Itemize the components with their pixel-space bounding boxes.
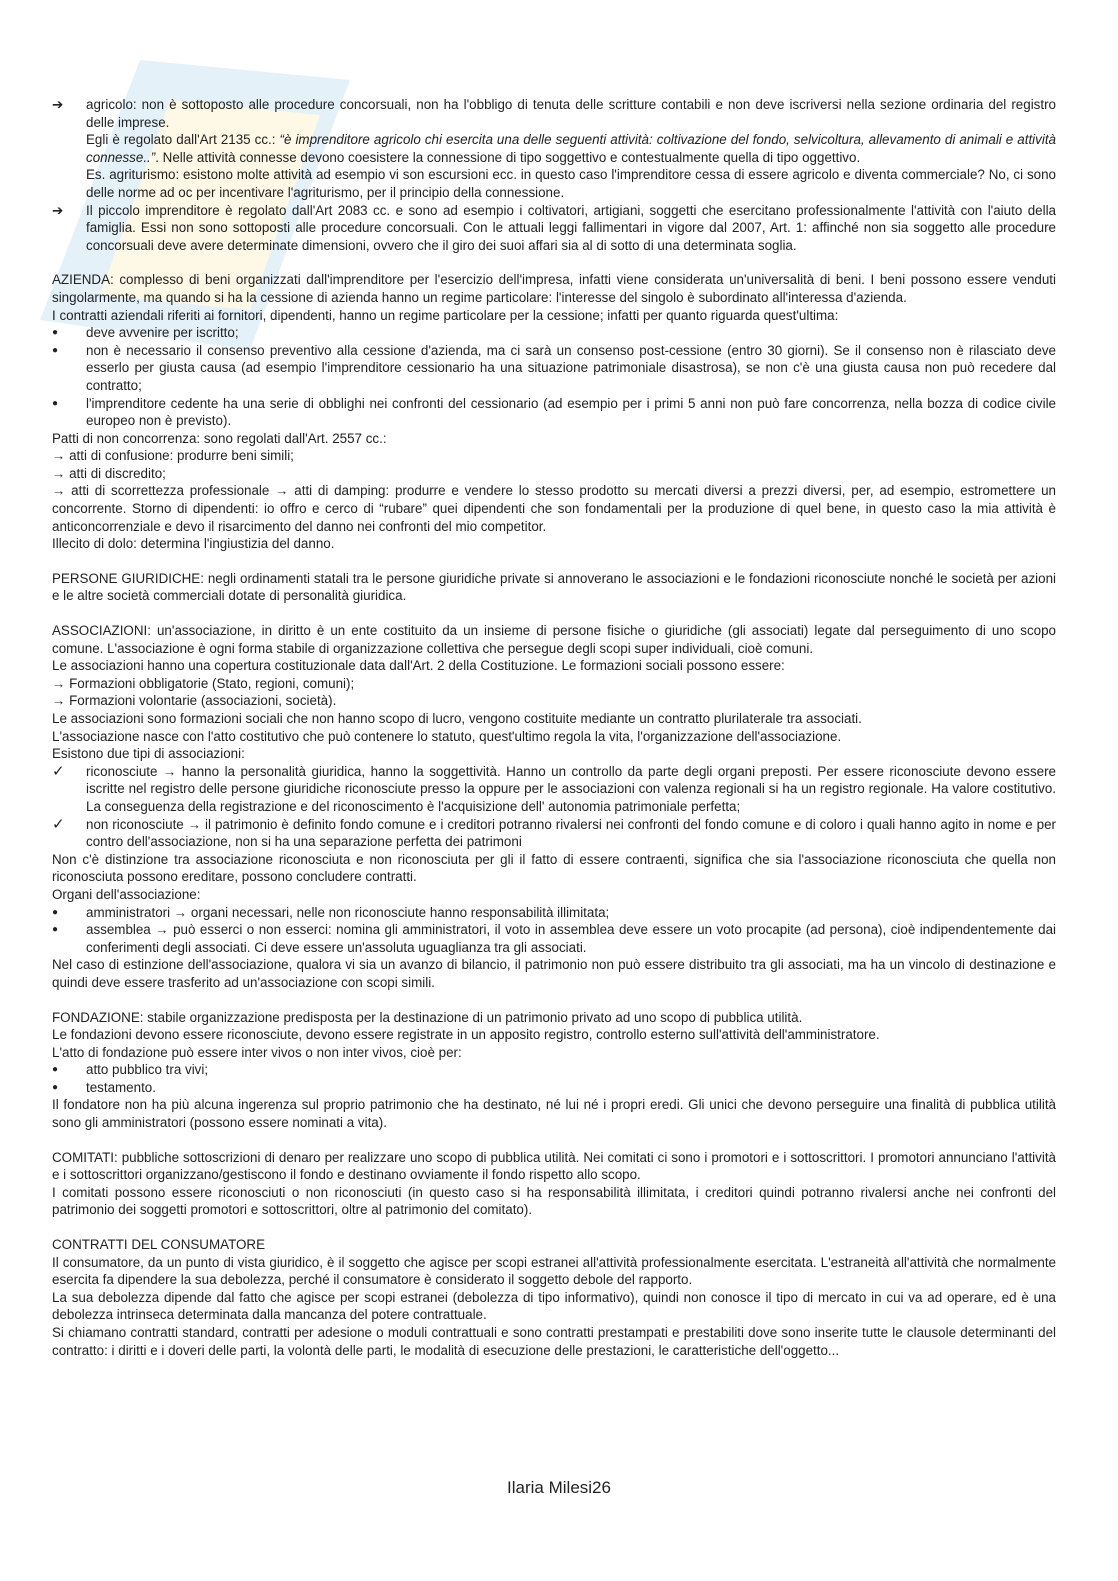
list-item: ✓ riconosciute → hanno la personalità giuridica, hanno la soggettività. Hanno un controllo da parte degli organi preposti. Per essere riconosciute devono essere iscritte nel registro delle persone giuridiche riconosciute presso la oppure per le associazioni con valenza regionali si ha un registro regionale. Ha valore costitutivo. La conseguenza della registrazione e del riconoscimento è l'acquisizione dell' autonomia patrimoniale perfetta; (52, 762, 1056, 814)
paragraph: → atti di confusione: produrre beni simili; (52, 448, 294, 464)
checkmark-icon: ✓ (52, 815, 65, 833)
list-item: ● amministratori → organi necessari, nelle non riconosciute hanno responsabilità illimitata; (52, 904, 610, 920)
paragraph: La sua debolezza dipende dal fatto che agisce per scopi estranei (debolezza di tipo informativo), quindi non conosce il tipo di mercato in cui va ad operare, ed è una debolezza intrinseca determinata dalla mancanza del potere contrattuale. (52, 1289, 1056, 1323)
section-comitati: COMITATI: pubbliche sottoscrizioni di denaro per realizzare uno scopo di pubblica utilità. Nei comitati ci sono i promotori e i sottoscrittori. I promotori annunciano l'attività e i sottoscrittori organizzano/gestiscono il fondo e destinano ovviamente il fondo rispetto allo scopo. (52, 1149, 1056, 1183)
paragraph: Si chiamano contratti standard, contratti per adesione o moduli contrattuali e sono contratti prestampati e prestabiliti dove sono inserite tutte le clausole determinanti del contratto: i diritti e i doveri delle parti, la volontà delle parti, le modalità di esecuzione delle prestazioni, le caratteristiche dell'oggetto... (52, 1325, 1056, 1358)
bullet-icon: ● (52, 397, 59, 409)
bullet-icon: ● (52, 344, 59, 356)
paragraph: Il piccolo imprenditore è regolato dall'Art 2083 cc. e sono ad esempio i coltivatori, artigiani, soggetti che esercitano professionalmente l'attività con l'aiuto della famiglia. Essi non sono sottoposti alle procedure concorsuali. Con le attuali leggi fallimentari in vigore dal 2007, Art. 1: affinché non sia soggetto alle procedure concorsuali deve avere determinate dimensioni, ovvero che il giro dei suoi affari sia al di sotto di una determinata soglia. (86, 202, 1056, 253)
paragraph: → Formazioni volontarie (associazioni, società). (52, 693, 337, 709)
section-title-consumatore: CONTRATTI DEL CONSUMATORE (52, 1237, 266, 1253)
bullet-icon: ● (52, 1081, 59, 1093)
paragraph: Il consumatore, da un punto di vista giuridico, è il soggetto che agisce per scopi estranei all'attività professionalmente esercitata. L'estraneità all'attività che normalmente esercita fa dipendere la sua debolezza, perché il consumatore è considerato il soggetto debole del rapporto. (52, 1254, 1056, 1288)
paragraph: Le associazioni sono formazioni sociali che non hanno scopo di lucro, vengono costituite mediante un contratto plurilaterale tra associati. (52, 711, 862, 726)
arrow-icon: ➔ (52, 202, 64, 218)
paragraph: I comitati possono essere riconosciuti o non riconosciuti (in questo caso si ha responsabilità illimitata, i creditori quindi potranno rivalersi anche nei confronti del patrimonio dei soggetti promotori e sottoscrittori, oltre al patrimonio del comitato). (52, 1184, 1056, 1218)
section-persone-giuridiche: PERSONE GIURIDICHE: negli ordinamenti statali tra le persone giuridiche private si annoverano le associazioni e le fondazioni riconosciute nonché le società per azioni e le altre società commerciali dotate di personalità giuridica. (52, 570, 1056, 604)
section-fondazione: FONDAZIONE: stabile organizzazione predisposta per la destinazione di un patrimonio privato ad uno scopo di pubblica utilità. (52, 1009, 803, 1025)
paragraph: Le associazioni hanno una copertura costituzionale data dall'Art. 2 della Costituzione. Le formazioni sociali possono essere: (52, 658, 785, 674)
quote: “è imprenditore agricolo chi esercita una delle seguenti attività: coltivazione del fondo, selvicoltura, allevamento di animali e attività connesse..” (86, 132, 1056, 165)
section-azienda: AZIENDA: complesso di beni organizzati dall'imprenditore per l'esercizio dell'impresa, infatti viene considerata un'universalità di beni. I beni possono essere venduti singolarmente, ma quando si ha la cessione di azienda hanno un regime particolare: l'interesse del singolo è subordinato all'interessa d'azienda. (52, 272, 1056, 305)
paragraph: Egli è regolato dall'Art 2135 cc.: “è imprenditore agricolo chi esercita una delle seguenti attività: coltivazione del fondo, selvicoltura, allevamento di animali e attività connesse..”. Nelle attività connesse devono coesistere la connessione di tipo soggettivo e contestualmente quella di tipo oggettivo. (86, 132, 1056, 165)
section-associazioni: ASSOCIAZIONI: un'associazione, in diritto è un ente costituito da un insieme di persone fisiche o giuridiche (gli associati) legate dal perseguimento di uno scopo comune. L'associazione è ogni forma stabile di organizzazione collettiva che persegue degli scopi super individuali, cioè comuni. (52, 623, 1056, 656)
page-footer: Ilaria Milesi26 (507, 1478, 611, 1497)
paragraph: Es. agriturismo: esistono molte attività ad esempio vi son escursioni ecc. in questo caso l'imprenditore cessa di essere agricolo e diventa commerciale? No, ci sono delle norme ad oc per incentivare l'agriturismo, per il principio della connessione. (86, 167, 1056, 200)
paragraph: Illecito di dolo: determina l'ingiustizia del danno. (52, 536, 335, 552)
paragraph: Esistono due tipi di associazioni: (52, 746, 245, 762)
paragraph: Patti di non concorrenza: sono regolati dall'Art. 2557 cc.: (52, 430, 387, 446)
list-item: ● non è necessario il consenso preventivo alla cessione d'azienda, ma ci sarà un consenso post-cessione (entro 30 giorni). Se il consenso non è rilasciato deve esserlo per giusta causa (ad esempio l'imprenditore cessionario ha una situazione patrimoniale disastrosa), se non c'è una giusta causa non può recedere dal contratto; (52, 342, 1056, 393)
paragraph: Organi dell'associazione: (52, 886, 201, 902)
document-body (52, 96, 1056, 1359)
paragraph: Non c'è distinzione tra associazione riconosciuta e non riconosciuta per gli il fatto di essere contraenti, significa che sia l'associazione riconosciuta che quella non riconosciuta possono ereditare, possono concludere contratti. (52, 851, 1056, 885)
list-item: ● l'imprenditore cedente ha una serie di obblighi nei confronti del cessionario (ad esempio per i primi 5 anni non può fare concorrenza, nella bozza di codice civile europeo non è previsto). (52, 395, 1056, 429)
list-item: ● testamento. (52, 1079, 156, 1095)
paragraph: L'atto di fondazione può essere inter vivos o non inter vivos, cioè per: (52, 1044, 462, 1060)
list-item: ● assemblea → può esserci o non esserci: nomina gli amministratori, il voto in assemblea deve essere un voto procapite (ad persona), cioè indipendentemente dai conferimenti degli associati. Ci deve essere un'assoluta uguaglianza tra gli associati. (52, 922, 1056, 955)
list-item-piccolo (52, 202, 1056, 255)
list-item: ● atto pubblico tra vivi; (52, 1062, 209, 1078)
list-item: ● deve avvenire per iscritto; (52, 325, 239, 341)
bullet-icon: ● (52, 906, 59, 918)
bullet-icon: ● (52, 327, 59, 339)
paragraph: Il fondatore non ha più alcuna ingerenza sul proprio patrimonio che ha destinato, né lui né i propri eredi. Gli unici che devono perseguire una finalità di pubblica utilità sono gli amministratori (possono essere nominati a vita). (52, 1097, 1056, 1131)
bullet-icon: ● (52, 1064, 59, 1076)
paragraph: I contratti aziendali riferiti ai fornitori, dipendenti, hanno un regime particolare per la cessione; infatti per quanto riguarda quest'ultima: (52, 307, 839, 323)
checkmark-icon: ✓ (52, 762, 65, 780)
arrow-icon: ➔ (52, 97, 64, 112)
paragraph: Le fondazioni devono essere riconosciute, devono essere registrate in un apposito registro, controllo esterno sull'attività dell'amministratore. (52, 1027, 880, 1043)
paragraph: agricolo: non è sottoposto alle procedure concorsuali, non ha l'obbligo di tenuta delle scritture contabili e non deve iscriversi nella sezione ordinaria del registro delle imprese. (86, 97, 1056, 130)
paragraph: → atti di scorrettezza professionale → atti di damping: produrre e vendere lo stesso prodotto su mercati diversi a prezzi diversi, per, ad esempio, estromettere un concorrente. Storno di dipendenti: io offro e cerco di “rubare” quei dipendenti che son fondamentali per la produzione di quel bene, in questo caso la mia attività è anticoncorrenziale e devo il risarcimento del danno nei confronti del mio competitor. (52, 483, 1056, 534)
paragraph: L'associazione nasce con l'atto costitutivo che può contenere lo statuto, quest'ultimo regola la vita, l'organizzazione dell'associazione. (52, 728, 842, 744)
paragraph: → atti di discredito; (52, 465, 166, 481)
list-item: ✓ non riconosciute → il patrimonio è definito fondo comune e i creditori potranno rivalersi nei confronti del fondo comune e di coloro i quali hanno agito in nome e per contro dell'associazione, non si ha una separazione perfetta dei patrimoni (52, 815, 1056, 850)
bullet-icon: ● (52, 924, 59, 936)
paragraph: → Formazioni obbligatorie (Stato, regioni, comuni); (52, 675, 355, 691)
list-item-agricolo (52, 96, 1056, 202)
paragraph: Nel caso di estinzione dell'associazione, qualora vi sia un avanzo di bilancio, il patrimonio non può essere distribuito tra gli associati, ma ha un vincolo di destinazione e quindi deve essere trasferito ad un'associazione con scopi simili. (52, 957, 1056, 990)
